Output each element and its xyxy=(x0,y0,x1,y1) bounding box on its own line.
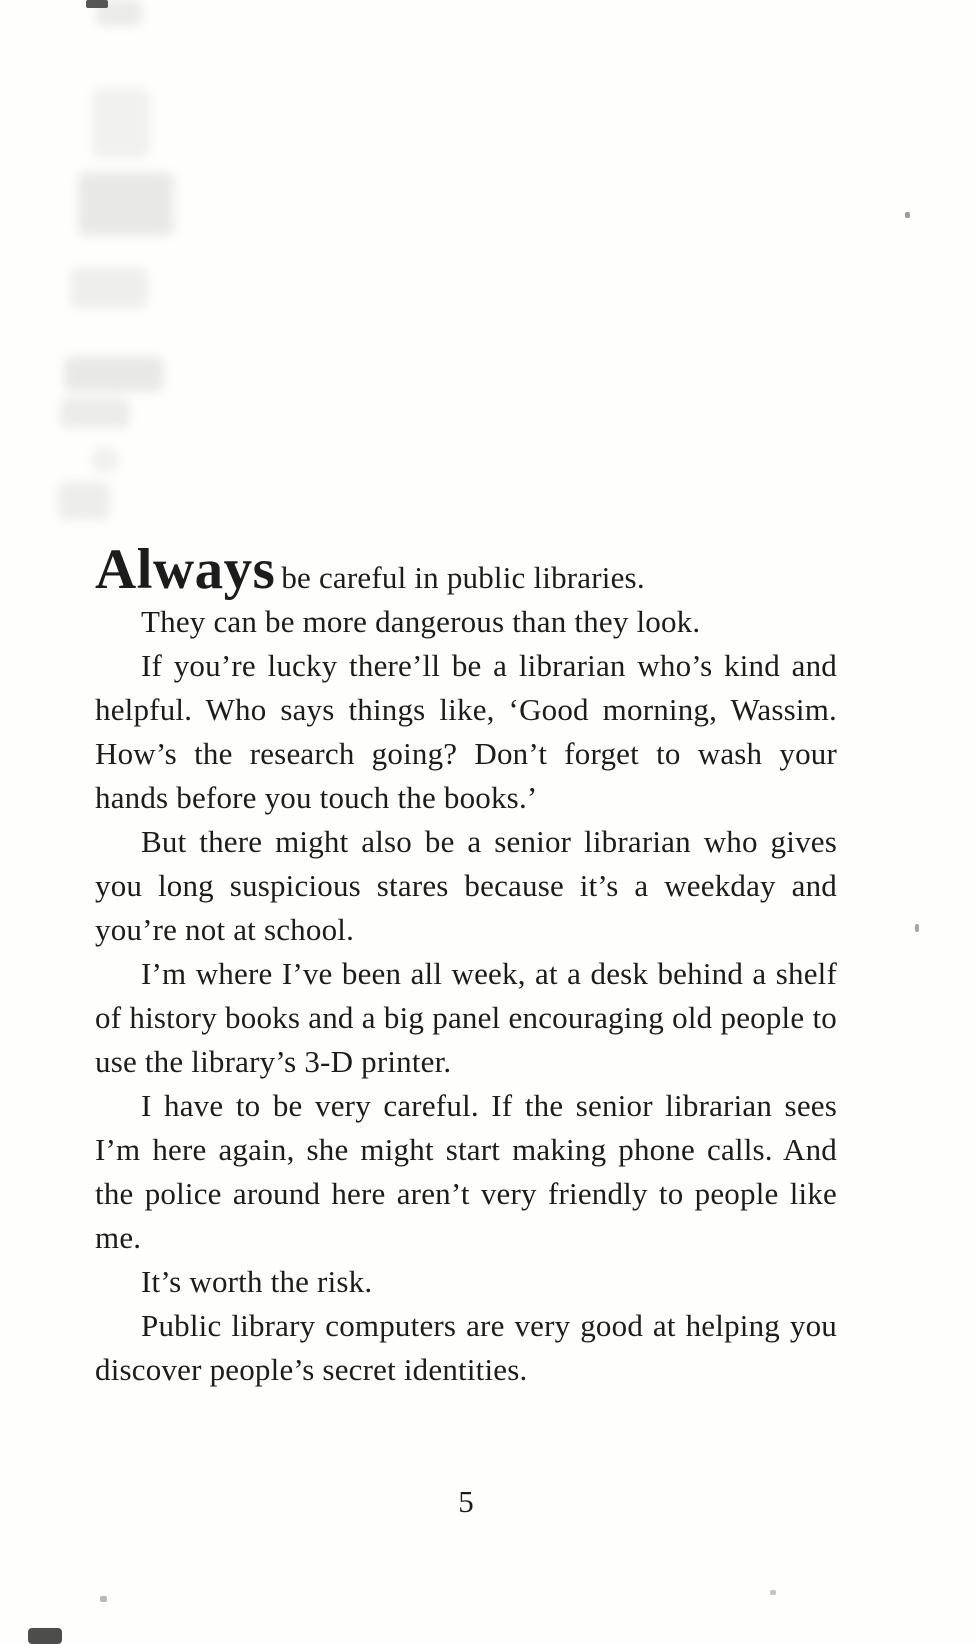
page-number: 5 xyxy=(458,1484,474,1519)
scan-bleed-artifact xyxy=(64,356,164,392)
scan-bleed-artifact xyxy=(92,448,118,472)
paragraph: I have to be very careful. If the senior librarian sees I’m here again, she might start making phone calls. And the police around here aren’t very friendly to people like me. xyxy=(95,1088,837,1255)
opening-paragraph xyxy=(95,538,837,601)
paragraph: If you’re lucky there’ll be a librarian who’s kind and helpful. Who says things like, ‘Good morning, Wassim. How’s the research going? Don’t forget to wash your hands before you touch the books.’ xyxy=(95,648,837,815)
opening-paragraph-text: be careful in public libraries. xyxy=(281,560,645,595)
paragraph: They can be more dangerous than they look. xyxy=(141,604,701,639)
scan-bleed-artifact xyxy=(92,88,150,158)
scan-bleed-artifact xyxy=(70,268,148,308)
paragraph: But there might also be a senior librarian who gives you long suspicious stares because it’s a weekday and you’re not at school. xyxy=(95,824,837,947)
paragraph: Public library computers are very good at helping you discover people’s secret identities. xyxy=(95,1308,837,1387)
ink-speck xyxy=(100,1596,107,1602)
scan-bleed-artifact xyxy=(78,172,174,236)
paragraph: I’m where I’ve been all week, at a desk behind a shelf of history books and a big panel encouraging old people to use the library’s 3-D printer. xyxy=(95,956,837,1079)
scan-bleed-artifact xyxy=(60,398,130,428)
paragraphs-container xyxy=(95,600,837,1392)
ink-speck xyxy=(28,1628,62,1644)
opening-word: Always xyxy=(95,538,276,601)
paragraph: It’s worth the risk. xyxy=(141,1264,373,1299)
ink-speck xyxy=(915,924,919,932)
scan-bleed-artifact xyxy=(58,482,110,520)
ink-speck xyxy=(86,0,108,8)
ink-speck xyxy=(905,212,910,218)
text-block xyxy=(95,538,837,1392)
ink-speck xyxy=(770,1590,776,1595)
